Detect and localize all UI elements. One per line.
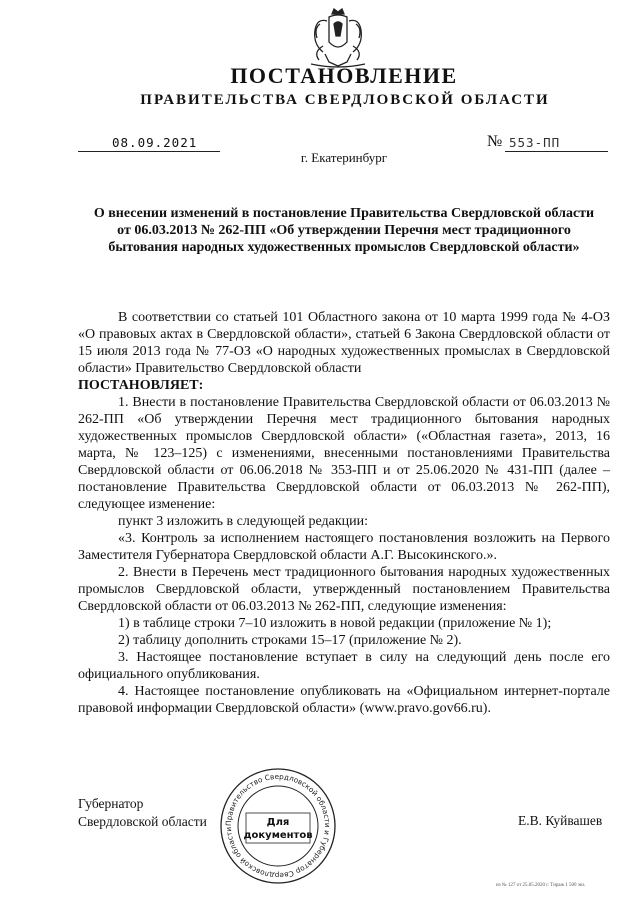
signatory-name: Е.В. Куйвашев <box>518 813 603 828</box>
stamp-ring-text: Правительство Свердловской области и Губернатор Свердловской области <box>223 771 333 881</box>
paragraph-1a: пункт 3 изложить в следующей редакции: <box>118 514 368 529</box>
stamp-center-line2: документов <box>243 830 313 841</box>
paragraph-2a: 1) в таблице строки 7–10 изложить в новой редакции (приложение № 1); <box>118 616 552 631</box>
coat-of-arms-emblem <box>303 8 373 70</box>
number-label: № <box>487 133 503 150</box>
document-number: 553-ПП <box>509 135 561 150</box>
paragraph-2b: 2) таблицу дополнить строками 15–17 (приложение № 2). <box>118 633 462 648</box>
paragraph-1b: «3. Контроль за исполнением настоящего постановления возложить на Первого Заместителя Губернатора Свердловской области А.Г. Высокинского.». <box>78 531 610 563</box>
issuer-heading: ПРАВИТЕЛЬСТВА СВЕРДЛОВСКОЙ ОБЛАСТИ <box>140 92 550 108</box>
paragraph-1: 1. Внести в постановление Правительства Свердловской области от 06.03.2013 № 262-ПП «Об утверждении Перечня мест традиционного бытования народных художественных промыслов Свердловской области» («Областная газета», 2013, 16 марта, № 123–125) с изменениями, внесенными постановлениями Правительства Свердловской области от 06.06.2018 № 353-ПП и от 25.06.2020 № 431-ПП (далее – постановление Правительства Свердловской области от 06.03.2013 № 262-ПП), следующее изменение: <box>78 395 610 512</box>
document-type-heading: ПОСТАНОВЛЕНИЕ <box>230 63 458 88</box>
document-body <box>78 309 610 717</box>
decides-heading: ПОСТАНОВЛЯЕТ: <box>78 378 204 393</box>
document-title: О внесении изменений в постановление Правительства Свердловской области от 06.03.2013 № 262-ПП «Об утверждении Перечня мест традиционного бытования народных художественных промыслов Свердловской области» <box>93 206 595 255</box>
stamp-center-line1: Для <box>266 817 290 828</box>
signatory-role <box>78 795 207 831</box>
document-date: 08.09.2021 <box>112 135 198 150</box>
city-label: г. Екатеринбург <box>300 150 388 165</box>
official-seal-stamp <box>219 767 337 885</box>
paragraph-2: 2. Внести в Перечень мест традиционного бытования народных художественных промыслов Свердловской области, утвержденный постановлением Правительства Свердловской области от 06.03.2013 № 262-ПП, следующие изменения: <box>78 565 610 614</box>
signatory-role-line2: Свердловской области <box>78 814 207 829</box>
paragraph-3: 3. Настоящее постановление вступает в силу на следующий день после его официального опубликования. <box>78 650 610 682</box>
paragraph-4: 4. Настоящее постановление опубликовать на «Официальном интернет-портале правовой информации Свердловской области» (www.pravo.gov66.ru). <box>78 684 610 716</box>
signatory-role-line1: Губернатор <box>78 796 144 811</box>
preamble-paragraph: В соответствии со статьей 101 Областного закона от 10 марта 1999 года № 4-ОЗ «О правовых актах в Свердловской области», статьей 6 Закона Свердловской области от 15 июля 2013 года № 77-ОЗ «О народных художественных промыслах в Свердловской области» Правительство Свердловской области <box>78 310 610 376</box>
print-footer: из № 127 от 25.05.2020 г. Тираж 1 500 экз. <box>496 883 586 888</box>
